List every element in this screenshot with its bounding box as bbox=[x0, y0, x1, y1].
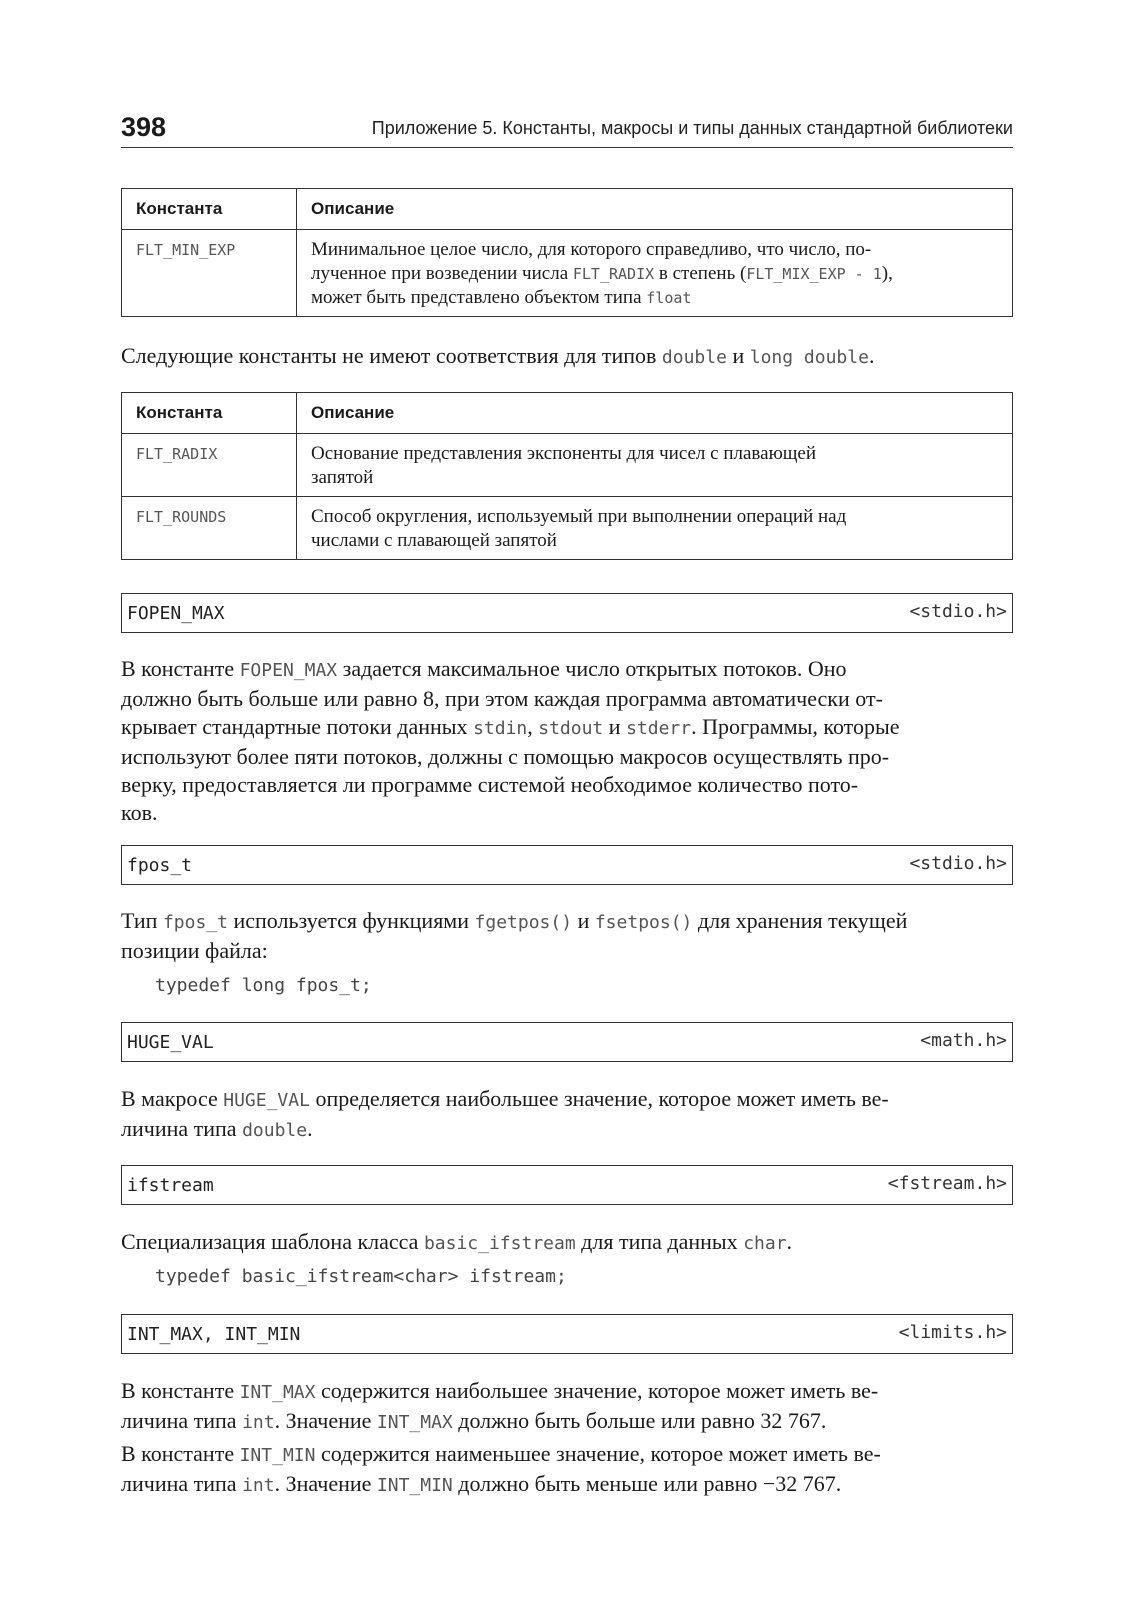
paragraph-fpos-t: Тип fpos_t используется функциями fgetpos() и fsetpos() для хранения текущей позиции файла: bbox=[121, 908, 908, 963]
constant-cell: FLT_MIN_EXP bbox=[122, 230, 297, 317]
paragraph-no-equivalent: Следующие константы не имеют соответствия для типов double и long double. bbox=[121, 343, 875, 368]
column-header-constant: Константа bbox=[122, 393, 297, 434]
description-cell: Минимальное целое число, для которого справедливо, что число, по- лученное при возведении числа FLT_RADIX в степень (FLT_MIX_EXP - 1), может быть представлено объектом типа float bbox=[297, 230, 1013, 317]
entry-header-file: <stdio.h> bbox=[909, 601, 1007, 622]
constants-table-2 bbox=[121, 392, 1013, 560]
table-row bbox=[122, 497, 1013, 560]
column-header-constant: Константа bbox=[122, 189, 297, 230]
table-header-row bbox=[122, 393, 1013, 434]
entry-header-file: <math.h> bbox=[920, 1030, 1007, 1051]
paragraph-fopen-max: В константе FOPEN_MAX задается максимальное число открытых потоков. Оно должно быть больше или равно 8, при этом каждая программа автоматически от- крывает стандартные потоки данных stdin, stdout и stderr. Программы, которые используют более пяти потоков, должны с помощью макросов осуществлять про- верку, предоставляется ли программе системой необходимое количество пото- ков. bbox=[121, 656, 900, 825]
entry-box-ifstream bbox=[121, 1165, 1013, 1205]
constant-cell: FLT_RADIX bbox=[122, 434, 297, 497]
entry-name: ifstream bbox=[127, 1175, 214, 1196]
paragraph-int-min: В константе INT_MIN содержится наименьшее значение, которое может иметь ве- личина типа int. Значение INT_MIN должно быть меньше или равно −32 767. bbox=[121, 1441, 881, 1496]
entry-box-huge-val bbox=[121, 1022, 1013, 1062]
paragraph-int-max: В константе INT_MAX содержится наибольшее значение, которое может иметь ве- личина типа int. Значение INT_MAX должно быть больше или равно 32 767. bbox=[121, 1378, 879, 1433]
running-title: Приложение 5. Константы, макросы и типы данных стандартной библиотеки bbox=[371, 118, 1013, 138]
page-number: 398 bbox=[121, 112, 167, 142]
entry-name: HUGE_VAL bbox=[127, 1032, 214, 1053]
constant-cell: FLT_ROUNDS bbox=[122, 497, 297, 560]
entry-header-file: <limits.h> bbox=[898, 1322, 1007, 1343]
entry-box-fopen-max bbox=[121, 593, 1013, 633]
code-line-ifstream-typedef: typedef basic_ifstream<char> ifstream; bbox=[155, 1266, 567, 1287]
constants-table-1 bbox=[121, 188, 1013, 317]
entry-header-file: <stdio.h> bbox=[909, 853, 1007, 874]
code-line-fpos-typedef: typedef long fpos_t; bbox=[155, 975, 372, 996]
entry-name: FOPEN_MAX bbox=[127, 603, 225, 624]
column-header-description: Описание bbox=[297, 189, 1013, 230]
description-cell: Основание представления экспоненты для чисел с плавающей запятой bbox=[297, 434, 1013, 497]
paragraph-huge-val: В макросе HUGE_VAL определяется наибольшее значение, которое может иметь ве- личина типа double. bbox=[121, 1086, 889, 1141]
entry-name: fpos_t bbox=[127, 855, 193, 876]
entry-header-file: <fstream.h> bbox=[887, 1173, 1007, 1194]
entry-box-int-max-min bbox=[121, 1314, 1013, 1354]
description-cell: Способ округления, используемый при выполнении операций над числами с плавающей запятой bbox=[297, 497, 1013, 560]
paragraph-ifstream: Специализация шаблона класса basic_ifstream для типа данных char. bbox=[121, 1229, 793, 1254]
table-row bbox=[122, 434, 1013, 497]
page-header bbox=[121, 111, 1013, 148]
entry-box-fpos-t bbox=[121, 845, 1013, 885]
table-row bbox=[122, 230, 1013, 317]
table-header-row bbox=[122, 189, 1013, 230]
entry-name: INT_MAX, INT_MIN bbox=[127, 1324, 301, 1345]
column-header-description: Описание bbox=[297, 393, 1013, 434]
